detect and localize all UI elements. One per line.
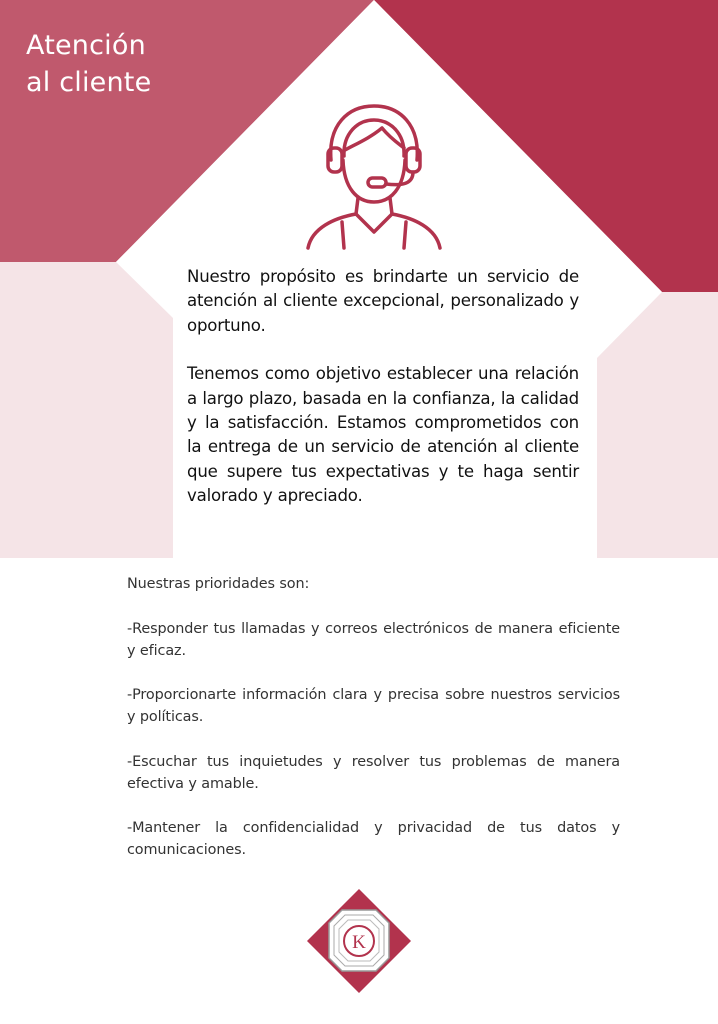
intro-paragraph-1: Nuestro propósito es brindarte un servicio de atención al cliente excepcional, personalizado y oportuno. [187, 267, 579, 335]
priority-item: -Mantener la confidencialidad y privacidad de tus datos y comunicaciones. [127, 820, 620, 858]
priority-item: -Responder tus llamadas y correos electrónicos de manera eficiente y eficaz. [127, 620, 620, 659]
intro-text [187, 265, 579, 533]
intro-paragraph-2: Tenemos como objetivo establecer una relación a largo plazo, basada en la confianza, la calidad y la satisfacción. Estamos comprometidos con la entrega de un servicio de atención al cliente que supere tus expectativas y te haga sentir valorado y apreciado. [187, 364, 579, 506]
page-title [26, 27, 151, 101]
priority-item: -Escuchar tus inquietudes y resolver tus problemas de manera efectiva y amable. [127, 753, 620, 792]
logo-letter: K [352, 932, 366, 953]
priorities-heading: Nuestras prioridades son: [127, 576, 310, 592]
brand-logo [306, 888, 412, 994]
customer-service-headset-icon [298, 98, 450, 252]
priorities-section [127, 573, 620, 884]
page-title-line-2: al cliente [26, 67, 152, 98]
page-title-line-1: Atención [26, 30, 146, 61]
priority-item: -Proporcionarte información clara y precisa sobre nuestros servicios y políticas. [127, 687, 620, 725]
